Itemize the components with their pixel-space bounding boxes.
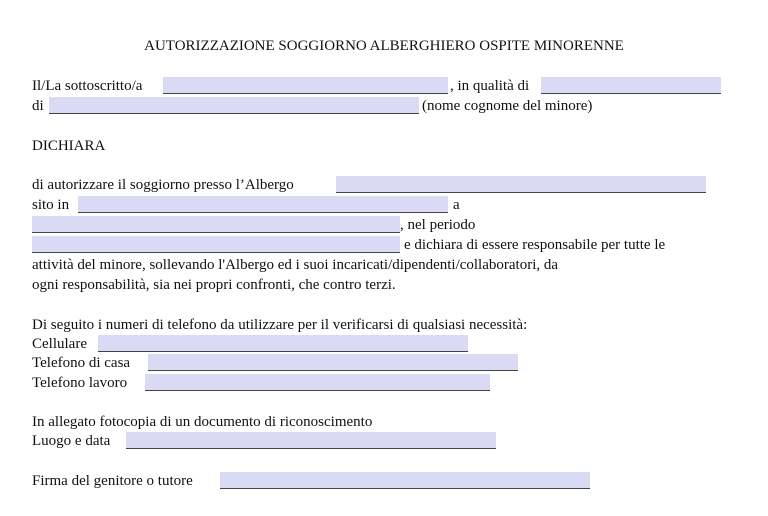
telefono-casa-field[interactable] [148, 354, 518, 371]
telefono-casa-label: Telefono di casa [32, 355, 131, 371]
sottoscritto-field[interactable] [163, 77, 448, 94]
nome-minore-label: (nome cognome del minore) [422, 98, 593, 114]
sito-in-field[interactable] [78, 196, 448, 213]
periodo-field[interactable] [32, 236, 400, 253]
luogo-data-field[interactable] [126, 432, 496, 449]
dichiara-heading: DICHIARA [32, 138, 106, 154]
document-title: AUTORIZZAZIONE SOGGIORNO ALBERGHIERO OSPITE MINORENNE [144, 38, 624, 54]
dichiara-responsabile-label: e dichiara di essere responsabile per tutte le [404, 237, 666, 253]
sottoscritto-label: Il/La sottoscritto/a [32, 78, 143, 94]
minore-field[interactable] [49, 97, 419, 114]
cellulare-field[interactable] [98, 335, 468, 352]
allegato-text: In allegato fotocopia di un documento di riconoscimento [32, 414, 373, 430]
a-label: a [453, 197, 460, 213]
sito-in-label: sito in [32, 197, 70, 213]
cellulare-label: Cellulare [32, 336, 87, 352]
qualita-field[interactable] [541, 77, 721, 94]
autorizzare-label: di autorizzare il soggiorno presso l’Albergo [32, 177, 294, 193]
di-label: di [32, 98, 44, 114]
telefono-lavoro-label: Telefono lavoro [32, 375, 128, 391]
luogo-data-label: Luogo e data [32, 433, 111, 449]
nel-periodo-label: , nel periodo [400, 217, 476, 233]
telefono-lavoro-field[interactable] [145, 374, 490, 391]
albergo-field[interactable] [336, 176, 706, 193]
attivita-text: attività del minore, sollevando l'Albergo ed i suoi incaricati/dipendenti/collaboratori, da [32, 257, 559, 273]
firma-field[interactable] [220, 472, 590, 489]
in-qualita-label: , in qualità di [450, 78, 530, 94]
seguito-text: Di seguito i numeri di telefono da utilizzare per il verificarsi di qualsiasi necessità: [32, 317, 528, 333]
citta-field[interactable] [32, 216, 400, 233]
firma-label: Firma del genitore o tutore [32, 473, 193, 489]
responsabilita-text: ogni responsabilità, sia nei propri confronti, che contro terzi. [32, 277, 396, 293]
